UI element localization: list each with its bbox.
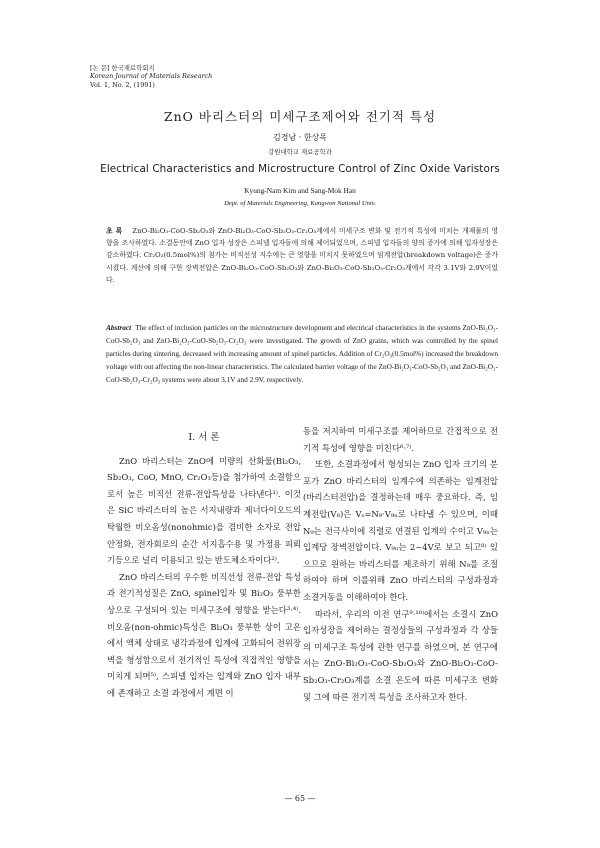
affiliation-en: Dept. of Materials Engineering, Kangwon National Univ. (224, 200, 376, 207)
paragraph: ZnO 바리스터의 우수한 비직선성 전류-전압 특성과 전기적성질은 ZnO, spinel입자 및 Bi₂O₃ 풍부한 상으로 구성되어 있는 미세구조에 영향을 받는다³·⁴⁾. 비오옴(non-ohmic)특성은 Bi₂O₃ 풍부한 상이 고온에서 액체 상태로 냉각과정에 입계에 고화되어 전위장벽을 형성함으로서 전기적인 특성에 직접적인 영향을 미치게 되며⁵⁾, 스피넬 입자는 입계와 ZnO 입자 내부에 존재하고 소결 과정에서 계면 이 (107, 571, 301, 698)
body-column-left (107, 430, 301, 702)
journal-header (90, 64, 212, 89)
paper-title-ko: ZnO 바리스터의 미세구조제어와 전기적 특성 (163, 109, 437, 124)
body-column-right (303, 423, 498, 705)
authors-en: Kyung-Nam Kim and Sang-Mok Han (244, 186, 356, 195)
paragraph: 동을 저지하여 미세구조를 제어하므로 간접적으로 전기적 특성에 영향을 미친다⁶·⁷⁾. (303, 426, 498, 453)
paper-title-en: Electrical Characteristics and Microstructure Control of Zinc Oxide Varistors (100, 163, 500, 175)
paragraph: ZnO 바리스터는 ZnO에 미량의 산화물(Bi₂O₃, Sb₂O₃, CoO, MnO, Cr₂O₃등)을 첨가하여 소결함으로서 높은 비직선 전류-전압특성을 나타낸다¹⁾. 이것은 SiC 바리스터의 높은 서지내량과 제너다이오드의 탁월한 비오옴성(nonohmic)을 겸비한 소자로 전압안정화, 전자회로의 순간 서지흡수용 및 가정용 피뢰기등으로 널리 이용되고 있는 반도체소자이다²⁾. (107, 455, 301, 566)
abstract-ko-label: 초 록 (106, 227, 123, 235)
paragraph: 또한, 소결과정에서 형성되는 ZnO 입자 크기의 분포가 ZnO 바리스터의 임계수에 의존하는 임계전압(바리스터전압)을 결정하는데 매우 중요하다. 즉, 임계전압(V₈)은 Vₛ=N₉·V₉ₙ로 나타낼 수 있으며, 이때 N₉는 전극사이에 직렬로 연결된 입계의 수이고 V₉ₙ는 입계당 장벽전압이다. V₉ₙ는 2~4V로 보고 되고⁸⁾ 있으므로 원하는 바리스터를 제조하기 위해 N₉를 조절하여야 하며 이를위해 ZnO 바리스터의 구성과정과 소결거동을 이해하여야 한다. (303, 459, 498, 602)
abstract-ko (106, 225, 498, 286)
journal-name-ko: [논 문] 한국재료학회지 (90, 64, 155, 72)
journal-volume: Vol. 1, No. 2, (1991) (90, 80, 155, 89)
abstract-en (106, 321, 498, 386)
journal-name-en: Korean Journal of Materials Research (90, 72, 213, 81)
abstract-en-text: The effect of inclusion particles on the microstructure development and electrical characteristics in the systems ZnO-Bi₂O₃-CoO-Sb₂O₃ and ZnO-Bi₂O₃-CoO-Sb₂O₃-Cr₂O₃ were investigated. The growth of ZnO grains, which was controlled by the spinel particles during sintering, decreased with increasing amount of spinel particles. Addition of Cr₂O₃(0.5mol%) increased the breakdown voltage with out affecting the non-linear characteristics. The calculated barrier voltage of the ZnO-Bi₂O₃-CoO-Sb₂O₃ and ZnO-Bi₂O₃-CoO-Sb₂O₃-Cr₂O₃ systems were about 3.1V and 2.9V, respectively. (106, 323, 498, 384)
affiliation-ko: 강원대학교 재료공학과 (268, 148, 332, 156)
section-heading-introduction: I. 서 론 (188, 432, 220, 443)
abstract-ko-text: ZnO-Bi₂O₃-CoO-Sb₂O₃와 ZnO-Bi₂O₃-CoO-Sb₂O₃-Cr₂O₃계에서 미세구조 변화 및 전기적 특성에 미치는 개재물의 영향을 조사하였다. 소결동안에 ZnO 입자 성장은 스피넬 입자들에 의해 제어되었으며, 스피넬 입자들의 양의 증가에 의해 입자성장은 감소하였다. Cr₂O₃(0.5mol%)의 첨가는 비직선성 지수에는 큰 영향을 미치지 못하였으며 임계전압(breakdown voltage)은 증가시켰다. 계산에 의해 구한 장벽전압은 ZnO-Bi₂O₃-CoO-Sb₂O₃와 ZnO-Bi₂O₃-CoO-Sb₂O₃-Cr₂O₃계에서 각각 3.1V와 2.9V이었다. (106, 227, 498, 284)
abstract-en-label: Abstract (106, 323, 132, 332)
paragraph: 따라서, 우리의 이전 연구⁹·¹⁰⁾에서는 소결시 ZnO 입자성장을 제어하는 결정상들의 구성과정과 각 상들의 미세구조 특성에 관한 연구를 하였으며, 본 연구에서는 ZnO-Bi₂O₃-CoO-Sb₂O₃와 ZnO-Bi₂O₃-CoO-Sb₂O₃-Cr₂O₃계를 소결 온도에 따른 미세구조 변화 및 그에 따른 전기적 특성을 조사하고자 한다. (303, 608, 498, 702)
authors-ko: 김경남 · 한상목 (273, 133, 327, 142)
page-number: — 65 — (284, 794, 316, 803)
